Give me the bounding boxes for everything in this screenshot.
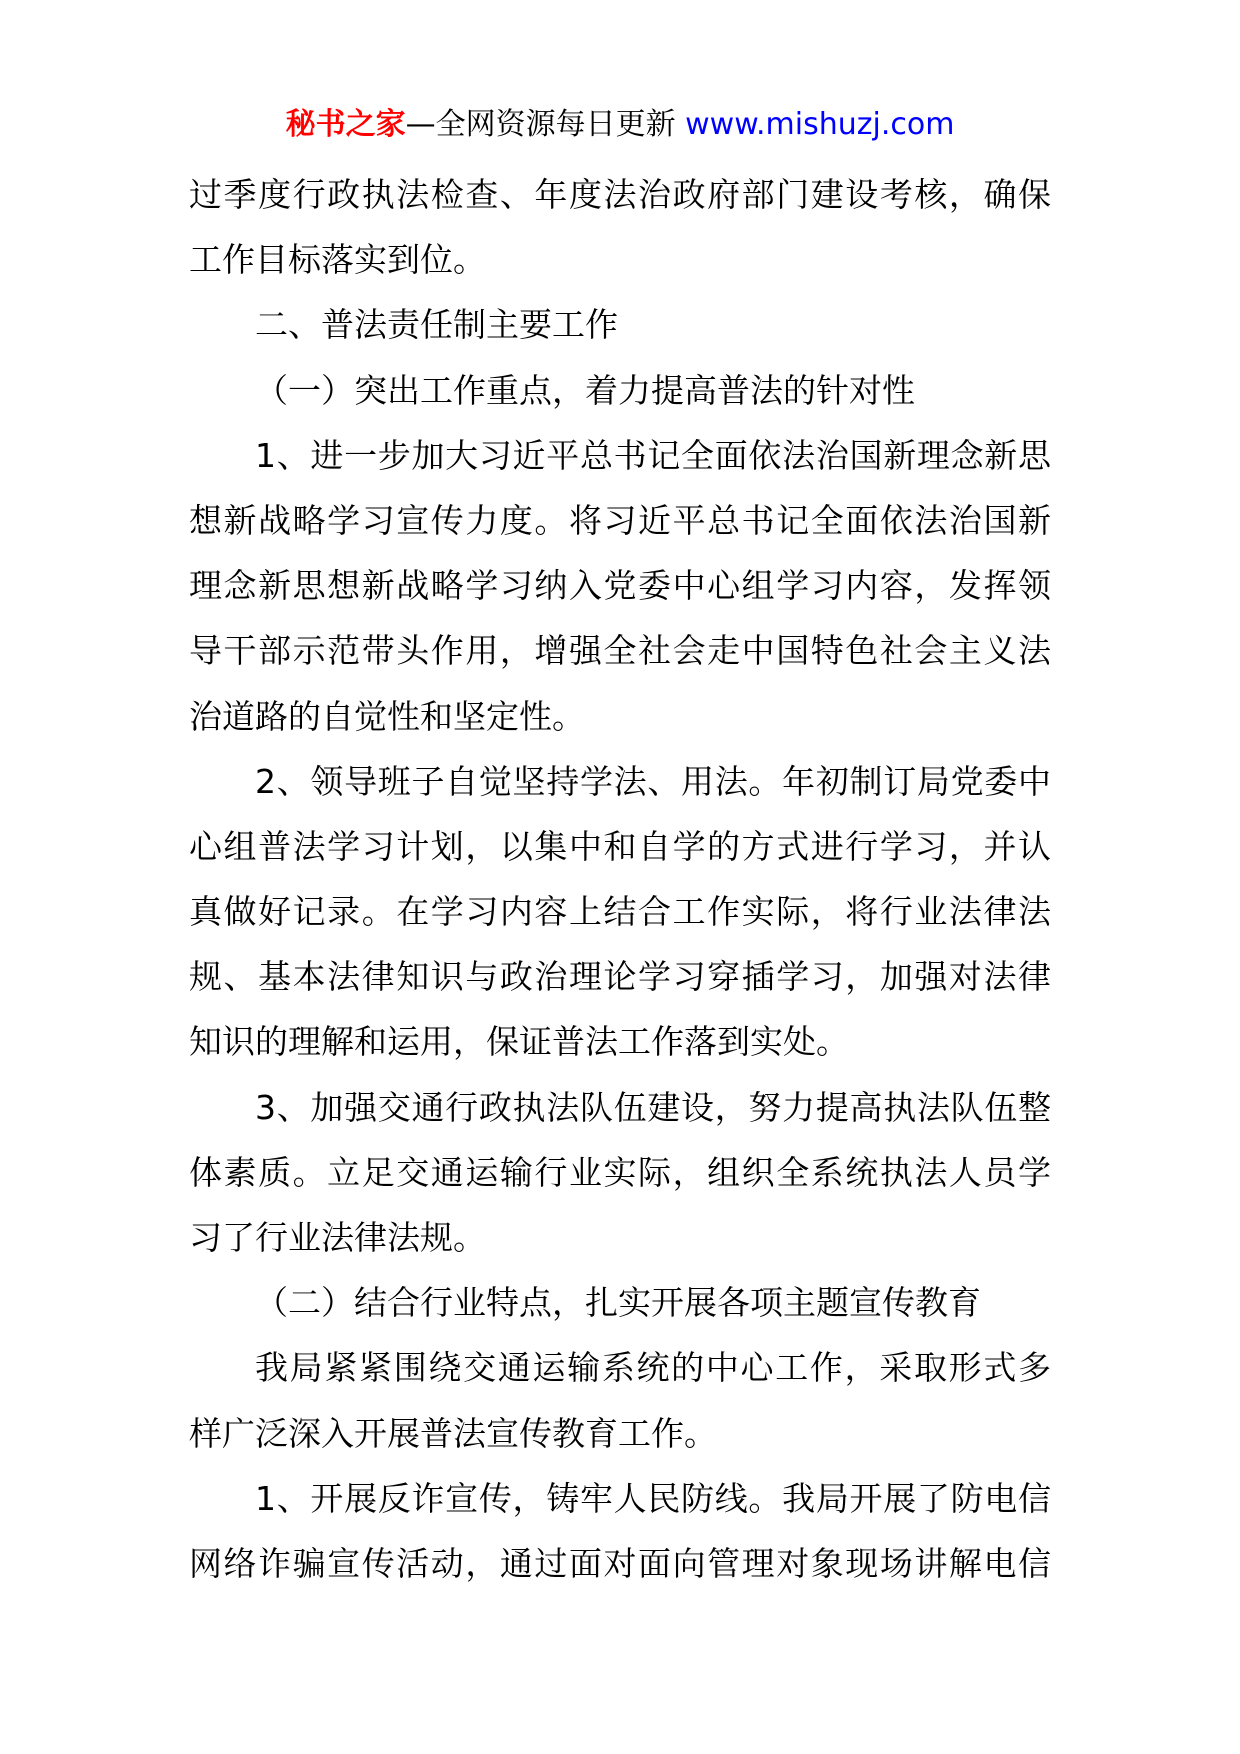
site-url-link[interactable]: www.mishuzj.com — [685, 107, 955, 142]
text-line: 工作目标落实到位。 — [189, 240, 486, 280]
text-line: 1、开展反诈宣传，铸牢人民防线。我局开展了防电信 — [255, 1478, 1051, 1518]
text-line: 规、基本法律知识与政治理论学习穿插学习，加强对法律 — [189, 957, 1051, 997]
section-heading: 二、普法责任制主要工作 — [255, 305, 618, 345]
subsection-heading: （一）突出工作重点，着力提高普法的针对性 — [255, 370, 915, 410]
text-line: 我局紧紧围绕交通运输系统的中心工作，采取形式多 — [255, 1348, 1051, 1388]
site-tagline: —全网资源每日更新 — [405, 107, 686, 142]
text-line: 想新战略学习宣传力度。将习近平总书记全面依法治国新 — [189, 500, 1051, 540]
text-line: 过季度行政执法检查、年度法治政府部门建设考核，确保 — [189, 175, 1051, 214]
document-body — [189, 162, 1051, 1596]
site-header — [0, 103, 1240, 147]
text-line: 心组普法学习计划，以集中和自学的方式进行学习，并认 — [189, 826, 1051, 866]
subsection-heading: （二）结合行业特点，扎实开展各项主题宣传教育 — [255, 1283, 981, 1323]
text-line: 1、进一步加大习近平总书记全面依法治国新理念新思 — [255, 435, 1051, 475]
text-line: 知识的理解和运用，保证普法工作落到实处。 — [189, 1022, 849, 1062]
site-brand: 秘书之家 — [285, 107, 406, 142]
text-line: 习了行业法律法规。 — [189, 1218, 486, 1257]
text-line: 治道路的自觉性和坚定性。 — [189, 696, 585, 736]
text-line: 导干部示范带头作用，增强全社会走中国特色社会主义法 — [189, 631, 1051, 671]
text-line: 网络诈骗宣传活动，通过面对面向管理对象现场讲解电信 — [189, 1543, 1051, 1583]
text-line: 3、加强交通行政执法队伍建设，努力提高执法队伍整 — [255, 1087, 1051, 1127]
text-line: 真做好记录。在学习内容上结合工作实际，将行业法律法 — [189, 892, 1051, 932]
text-line: 体素质。立足交通运输行业实际，组织全系统执法人员学 — [189, 1152, 1051, 1192]
text-line: 样广泛深入开展普法宣传教育工作。 — [189, 1413, 717, 1453]
text-line: 2、领导班子自觉坚持学法、用法。年初制订局党委中 — [255, 761, 1051, 801]
text-line: 理念新思想新战略学习纳入党委中心组学习内容，发挥领 — [189, 566, 1051, 606]
